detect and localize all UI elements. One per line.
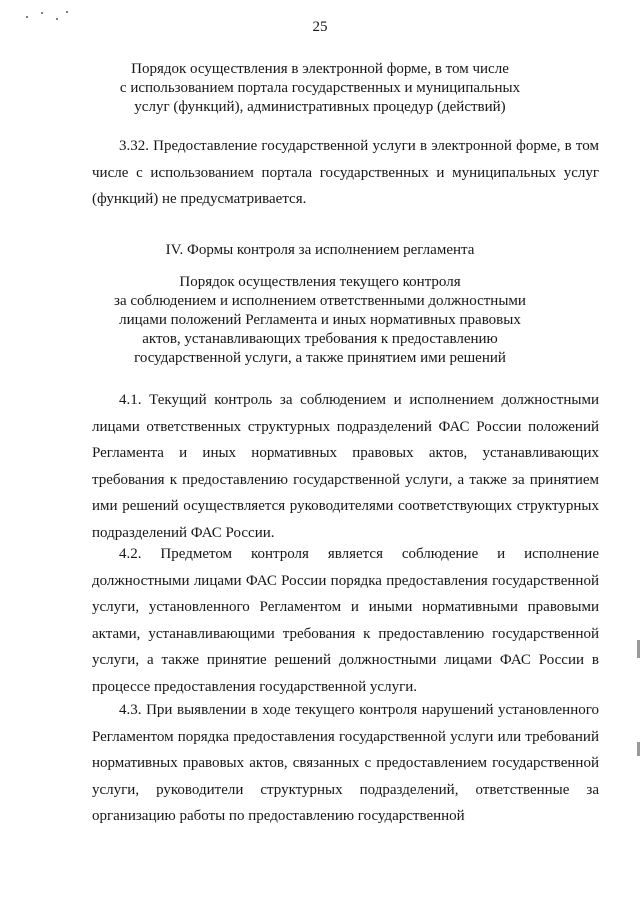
heading-line: с использованием портала государственных и муниципальных (119, 80, 521, 96)
heading-current-control (0, 273, 640, 368)
page-number: 25 (312, 19, 328, 35)
paragraph-3-32: 3.32. Предоставление государственной услуги в электронной форме, в том числе с использованием портала государственных и муниципальных услуг (функций) не предусматривается. (92, 138, 599, 208)
heading-electronic-form (0, 60, 640, 117)
heading-line: актов, устанавливающих требования к предоставлению (142, 331, 498, 347)
section-iv-title: IV. Формы контроля за исполнением регламента (165, 242, 475, 258)
paragraph-4-1: 4.1. Текущий контроль за соблюдением и исполнением должностными лицами ответственных структурных подразделений ФАС России положений Регламента и иных нормативных правовых актов, устанавливающих требования к предоставлению государственной услуги, а также за принятием ими решений осуществляется руководителями соответствующих структурных подразделений ФАС России. (92, 392, 599, 541)
heading-line: за соблюдением и исполнением ответственными должностными (114, 293, 526, 309)
heading-line: услуг (функций), административных процедур (действий) (134, 99, 506, 115)
heading-line: Порядок осуществления текущего контроля (179, 274, 461, 290)
paragraph-4-3: 4.3. При выявлении в ходе текущего контроля нарушений установленного Регламентом порядка предоставления государственной услуги или требований нормативных правовых актов, связанных с предоставлением государственной услуги, руководители структурных подразделений, ответственные за организацию работы по предоставлению государственной (92, 702, 599, 825)
heading-line: лицами положений Регламента и иных нормативных правовых (119, 312, 521, 328)
heading-line: Порядок осуществления в электронной форме, в том числе (131, 61, 509, 77)
heading-line: государственной услуги, а также принятием ими решений (134, 350, 506, 366)
paragraph-4-2: 4.2. Предметом контроля является соблюдение и исполнение должностными лицами ФАС России порядка предоставления государственной услуги, установленного Регламентом и иными нормативными правовыми актами, устанавливающими требования к предоставлению государственной услуги, а также принятие решений должностными лицами ФАС России в процессе предоставления государственной услуги. (92, 546, 599, 695)
